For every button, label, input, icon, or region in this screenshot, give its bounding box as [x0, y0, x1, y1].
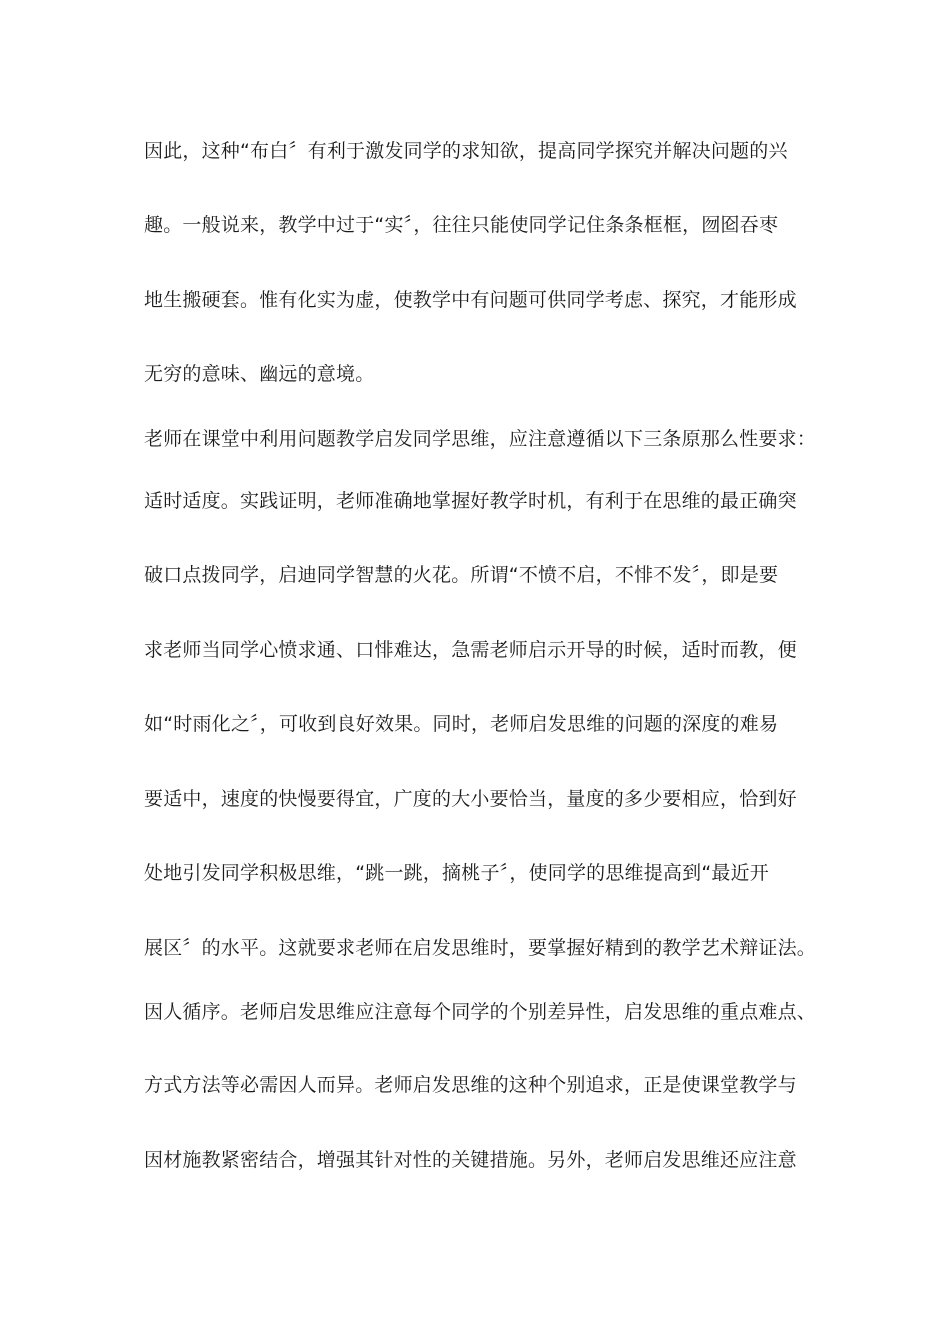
paragraph-line: 地生搬硬套。惟有化实为虚，使教学中有问题可供同学考虑、探究，才能形成 — [144, 289, 797, 311]
paragraph-line: 因材施教紧密结合，增强其针对性的关键措施。另外，老师启发思维还应注意 — [144, 1149, 797, 1171]
paragraph-line: 破口点拨同学，启迪同学智慧的火花。所谓“不愤不启，不悱不发〞，即是要 — [144, 564, 779, 586]
paragraph-line: 要适中，速度的快慢要得宜，广度的大小要恰当，量度的多少要相应，恰到好 — [144, 788, 797, 810]
paragraph-line: 求老师当同学心愤求通、口悱难达，急需老师启示开导的时候，适时而教，便 — [144, 639, 797, 661]
paragraph-line: 处地引发同学积极思维，“跳一跳，摘桃子〞，使同学的思维提高到“最近开 — [144, 862, 769, 884]
paragraph-line: 展区〞的水平。这就要求老师在启发思维时，要掌握好精到的教学艺术辩证法。 — [144, 937, 817, 959]
paragraph-line: 如“时雨化之〞，可收到良好效果。同时，老师启发思维的问题的深度的难易 — [144, 713, 779, 735]
paragraph-line: 因此，这种“布白〞有利于激发同学的求知欲，提高同学探究并解决问题的兴 — [144, 140, 788, 162]
paragraph-line: 趣。一般说来，教学中过于“实〞，往往只能使同学记住条条框框，囫囵吞枣 — [144, 214, 779, 236]
paragraph-line: 因人循序。老师启发思维应注意每个同学的个别差异性，启发思维的重点难点、 — [144, 1001, 817, 1023]
paragraph-line: 无穷的意味、幽远的意境。 — [144, 363, 375, 385]
paragraph-line: 方式方法等必需因人而异。老师启发思维的这种个别追求，正是使课堂教学与 — [144, 1074, 797, 1096]
paragraph-line: 老师在课堂中利用问题教学启发同学思维，应注意遵循以下三条原那么性要求： — [144, 428, 817, 450]
paragraph-line: 适时适度。实践证明，老师准确地掌握好教学时机，有利于在思维的最正确突 — [144, 490, 797, 512]
